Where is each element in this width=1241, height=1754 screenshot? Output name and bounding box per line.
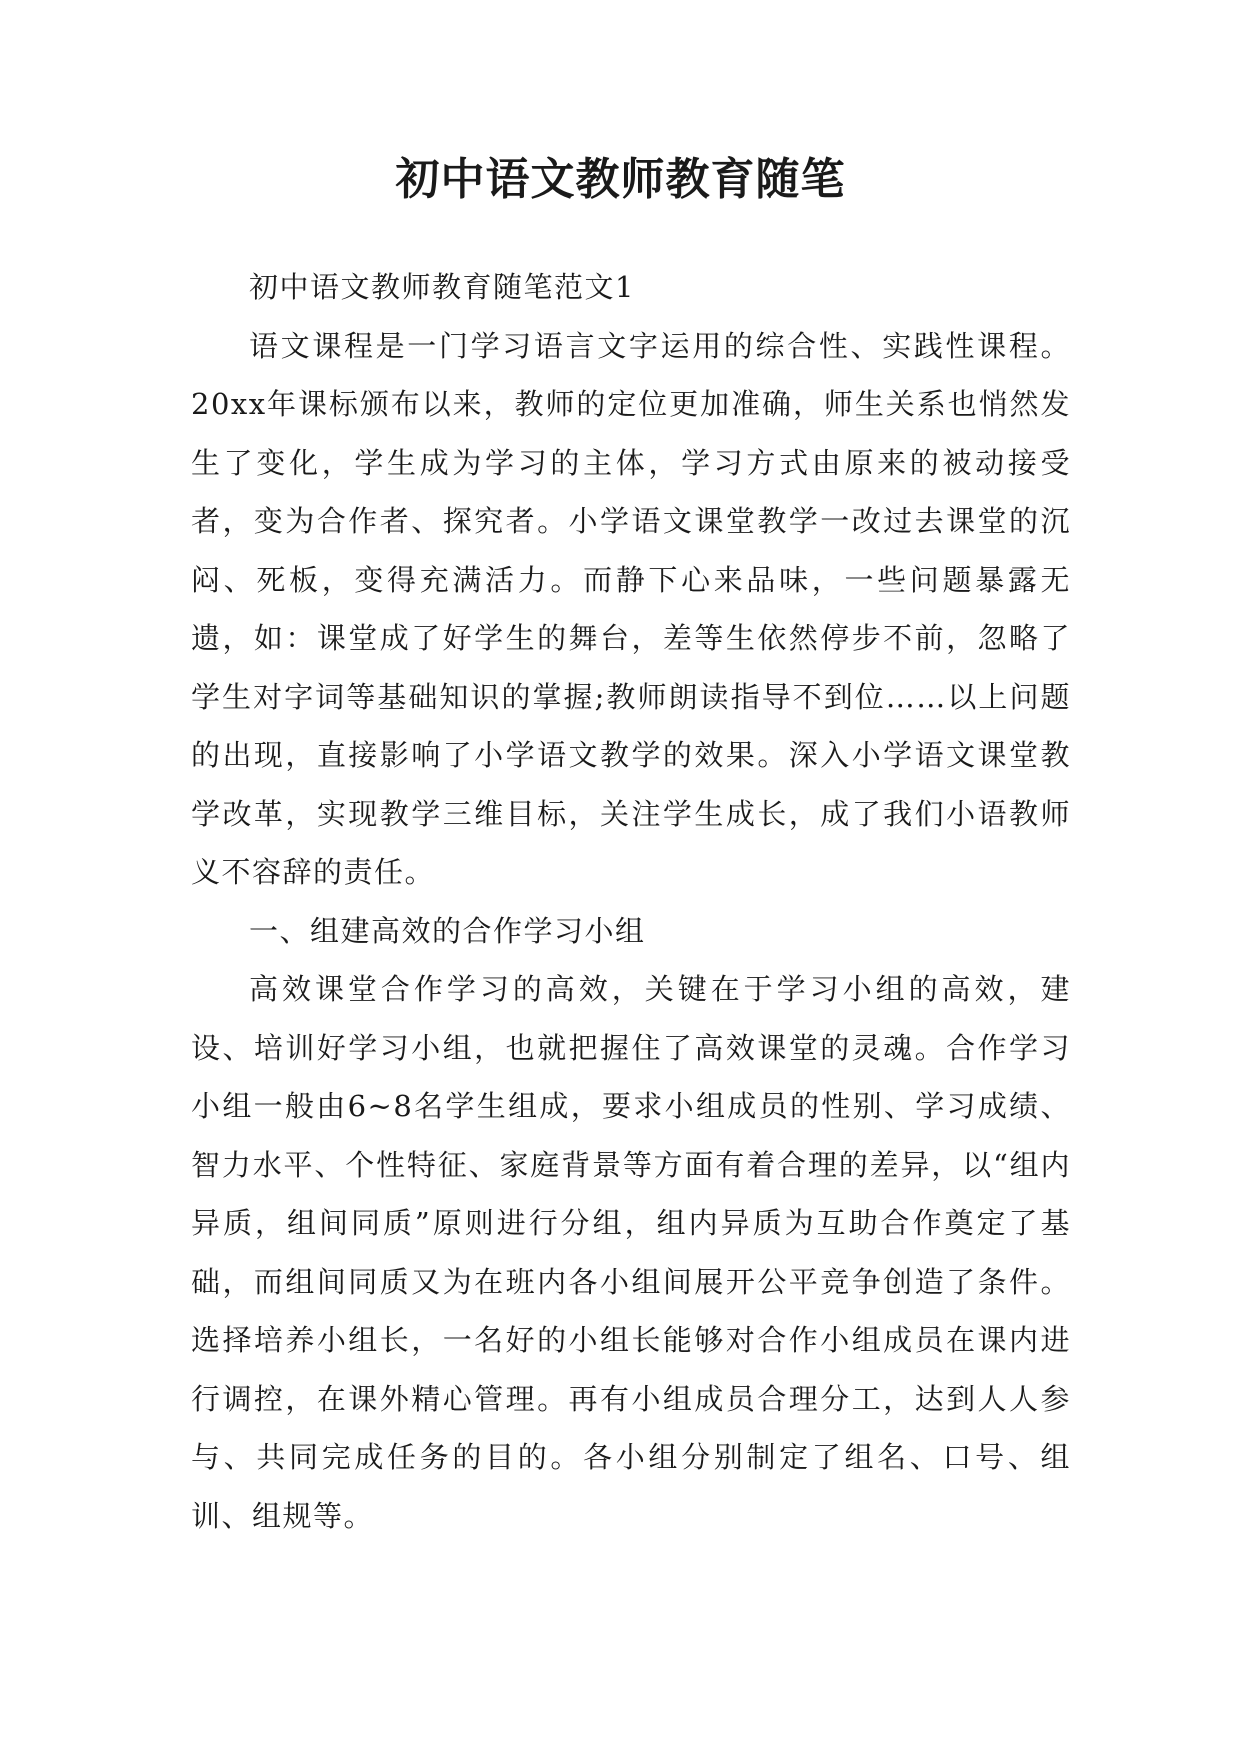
paragraph-groups: 高效课堂合作学习的高效，关键在于学习小组的高效，建设、培训好学习小组，也就把握住了高效课堂的灵魂。合作学习小组一般由6~8名学生组成，要求小组成员的性别、学习成绩、智力水平、个性特征、家庭背景等方面有着合理的差异，以“组内异质，组间同质”原则进行分组，组内异质为互助合作奠定了基础，而组间同质又为在班内各小组间展开公平竞争创造了条件。选择培养小组长，一名好的小组长能够对合作小组成员在课内进行调控，在课外精心管理。再有小组成员合理分工，达到人人参与、共同完成任务的目的。各小组分别制定了组名、口号、组训、组规等。: [191, 972, 1071, 1533]
paragraph-intro: 语文课程是一门学习语言文字运用的综合性、实践性课程。20xx年课标颁布以来，教师的定位更加准确，师生关系也悄然发生了变化，学生成为学习的主体，学习方式由原来的被动接受者，变为合作者、探究者。小学语文课堂教学一改过去课堂的沉闷、死板，变得充满活力。而静下心来品味，一些问题暴露无遗，如：课堂成了好学生的舞台，差等生依然停步不前，忽略了学生对字词等基础知识的掌握;教师朗读指导不到位……以上问题的出现，直接影响了小学语文教学的效果。深入小学语文课堂教学改革，实现教学三维目标，关注学生成长，成了我们小语教师义不容辞的责任。: [191, 328, 1071, 889]
section-heading: 一、组建高效的合作学习小组: [249, 913, 646, 948]
document-body: [191, 258, 1071, 1545]
essay-heading: 初中语文教师教育随笔范文1: [249, 270, 635, 304]
document-title: 初中语文教师教育随笔: [395, 154, 846, 205]
